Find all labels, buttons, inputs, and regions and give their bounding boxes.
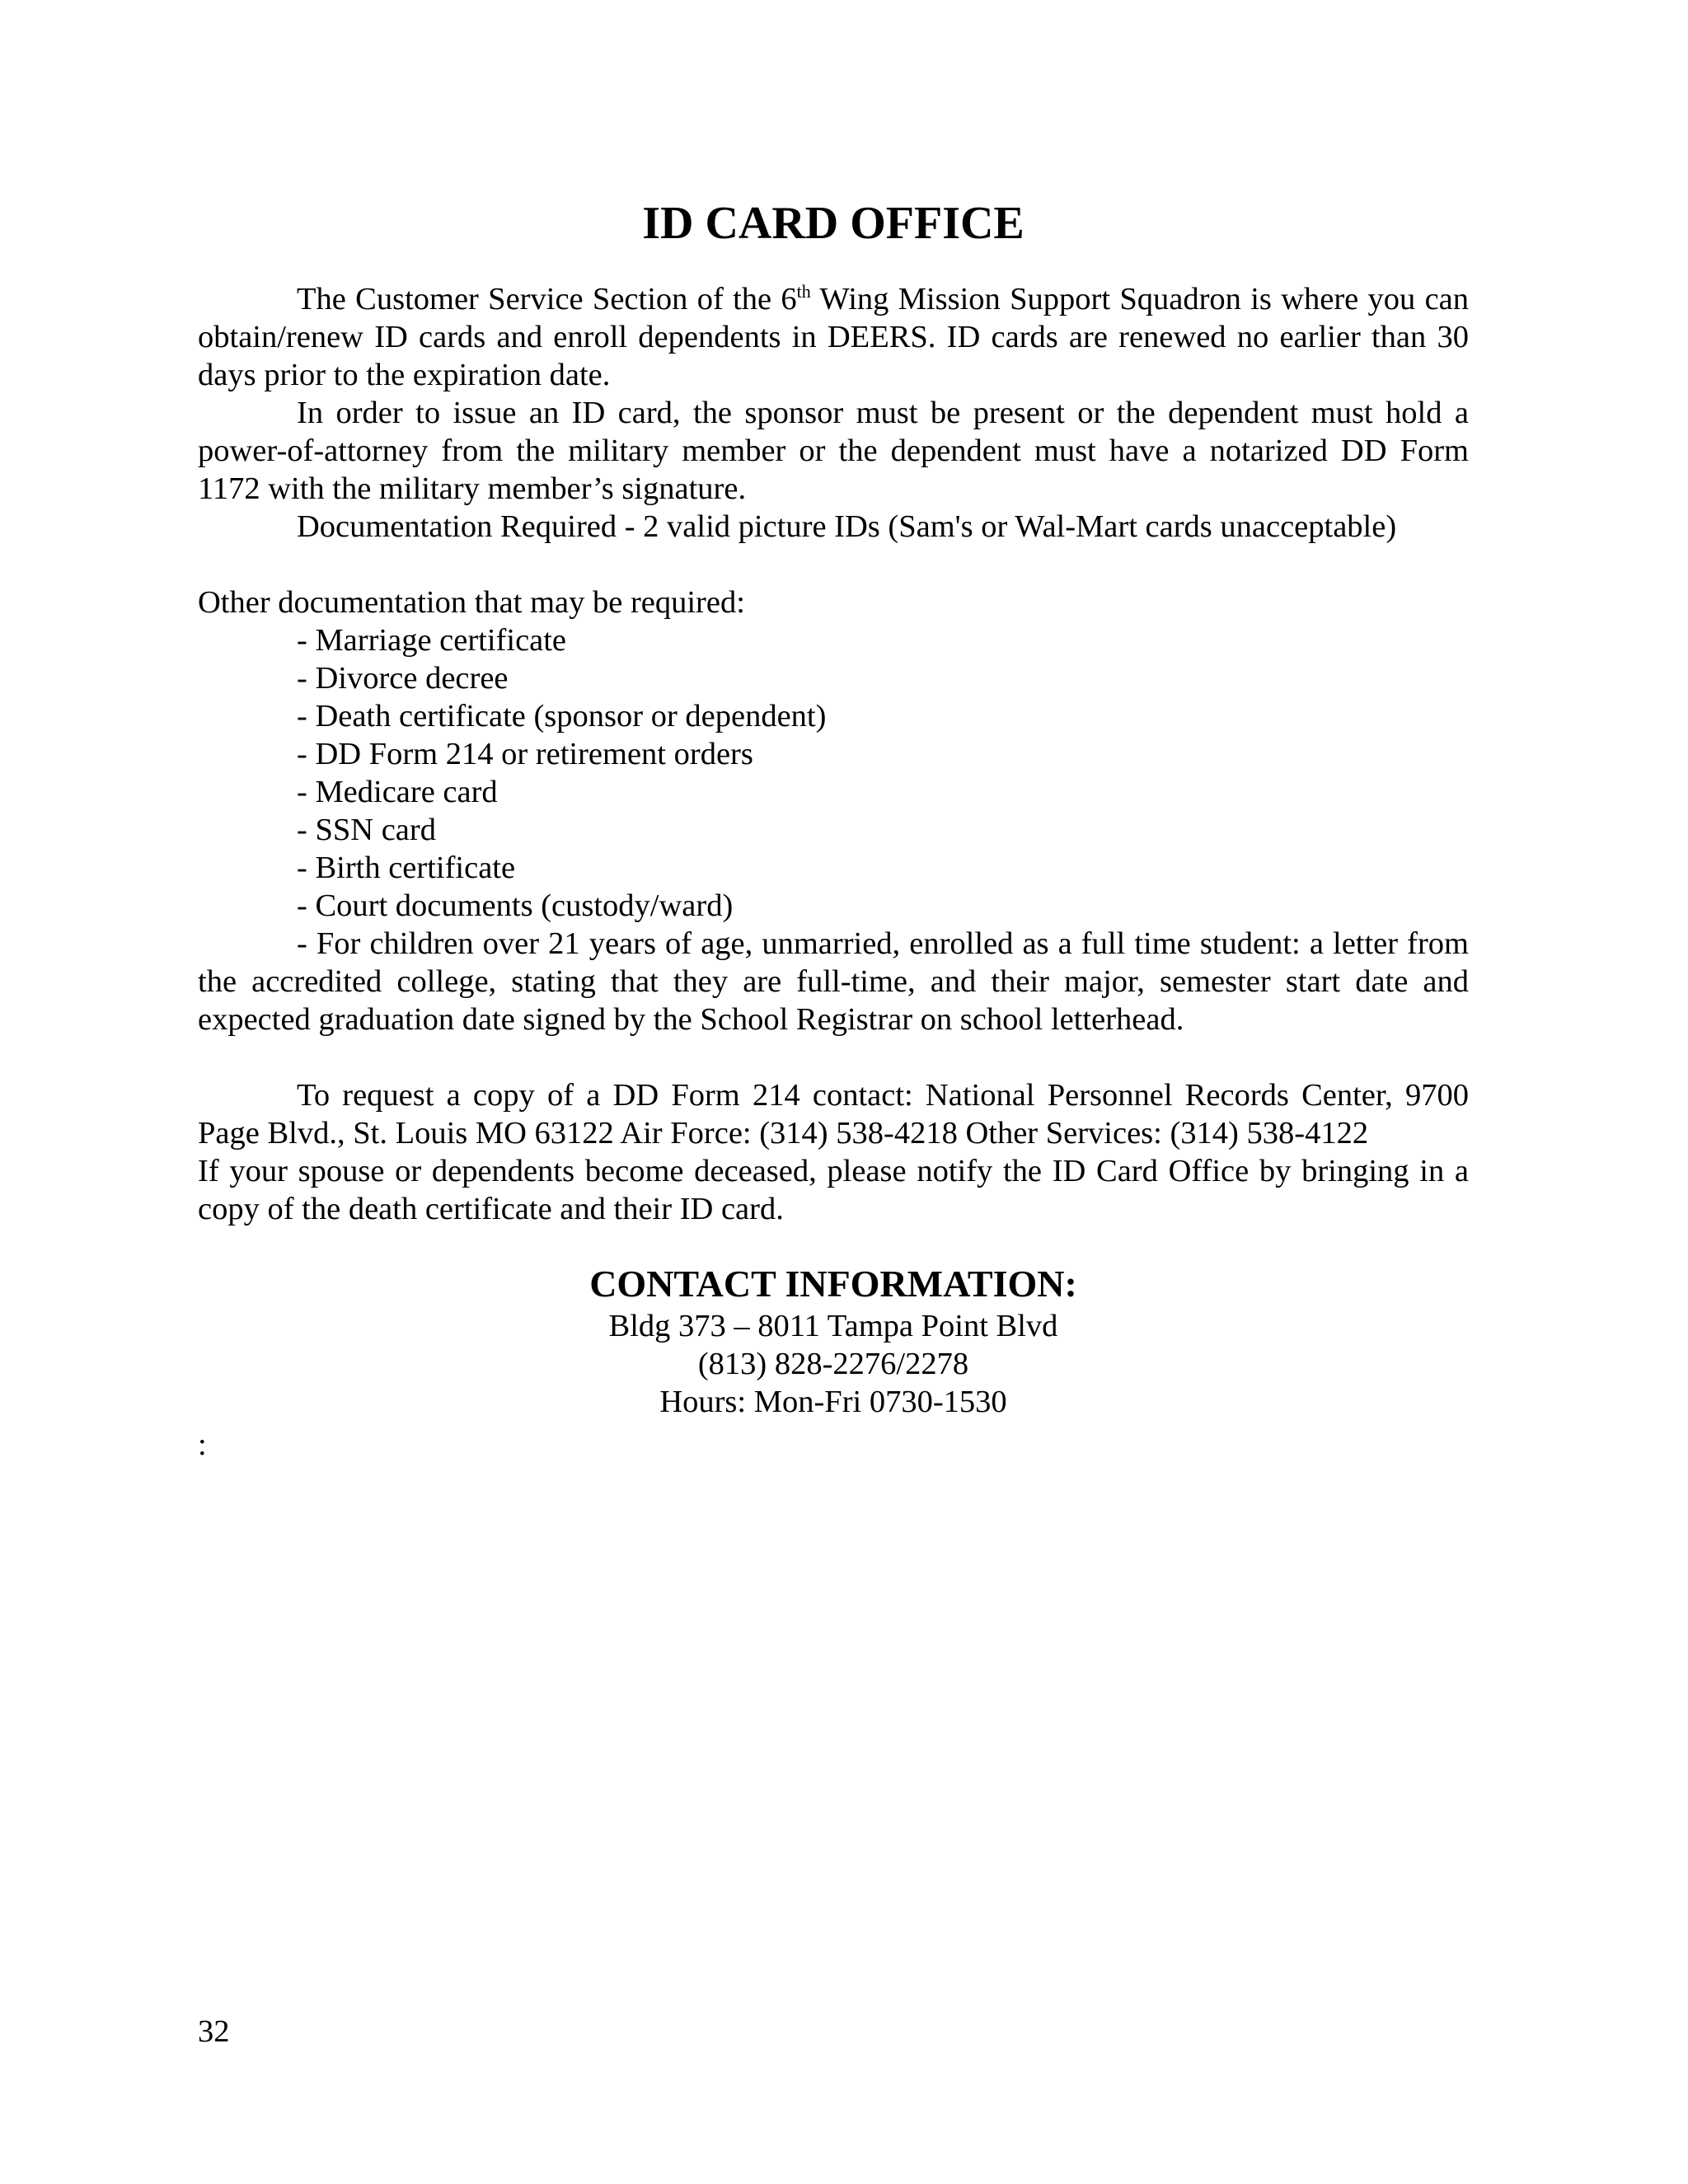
dd214-request-paragraph: To request a copy of a DD Form 214 contact: National Personnel Records Center, 9700 Page Blvd., St. Louis MO 63122 Air Force: (314) 538-4218 Other Services: (314) 538-4122: [198, 1078, 1469, 1151]
list-item: - SSN card: [297, 813, 436, 847]
list-item: - Medicare card: [297, 775, 498, 809]
page-number: 32: [198, 2014, 230, 2049]
stray-colon: :: [198, 1427, 207, 1462]
documentation-required: Documentation Required - 2 valid picture IDs (Sam's or Wal-Mart cards unacceptable): [297, 509, 1397, 544]
list-item: - Death certificate (sponsor or dependent): [297, 699, 827, 733]
list-item-children-students: - For children over 21 years of age, unmarried, enrolled as a full time student: a letter from the accredited college, stating that they are full-time, and their major, semester start date and expected graduation date signed by the School Registrar on school letterhead.: [198, 926, 1469, 1037]
sponsor-requirement-paragraph: In order to issue an ID card, the sponsor must be present or the dependent must hold a power-of-attorney from the military member or the dependent must have a notarized DD Form 1172 with the military member’s signature.: [198, 396, 1469, 506]
spacer: [198, 1038, 1469, 1076]
page-title: ID CARD OFFICE: [642, 198, 1025, 249]
deceased-notice-paragraph: If your spouse or dependents become deceased, please notify the ID Card Office by bringing in a copy of the death certificate and their ID card.: [198, 1154, 1469, 1226]
contact-phone: (813) 828-2276/2278: [697, 1347, 969, 1381]
list-item: - DD Form 214 or retirement orders: [297, 737, 753, 771]
intro-text-start: The Customer Service Section of the 6: [297, 282, 797, 316]
body-text: [198, 280, 1469, 1228]
spacer: [198, 546, 1469, 583]
ordinal-suffix: th: [796, 281, 811, 302]
contact-address: Bldg 373 – 8011 Tampa Point Blvd: [608, 1309, 1058, 1343]
other-docs-list: [198, 621, 1469, 1038]
contact-heading: CONTACT INFORMATION:: [589, 1263, 1077, 1305]
other-docs-heading: Other documentation that may be required:: [198, 585, 745, 620]
contact-information: [198, 1261, 1469, 1421]
list-item: - Divorce decree: [297, 661, 509, 696]
list-item: - Court documents (custody/ward): [297, 888, 734, 923]
contact-hours: Hours: Mon-Fri 0730-1530: [659, 1385, 1007, 1419]
intro-paragraph: [198, 280, 1469, 394]
intro-text-end: Wing Mission Support Squadron is where you can obtain/renew ID cards and enroll dependents in DEERS. ID cards are renewed no earlier than 30 days prior to the expiration date.: [198, 282, 1470, 392]
list-item: - Marriage certificate: [297, 623, 567, 658]
list-item: - Birth certificate: [297, 851, 516, 885]
